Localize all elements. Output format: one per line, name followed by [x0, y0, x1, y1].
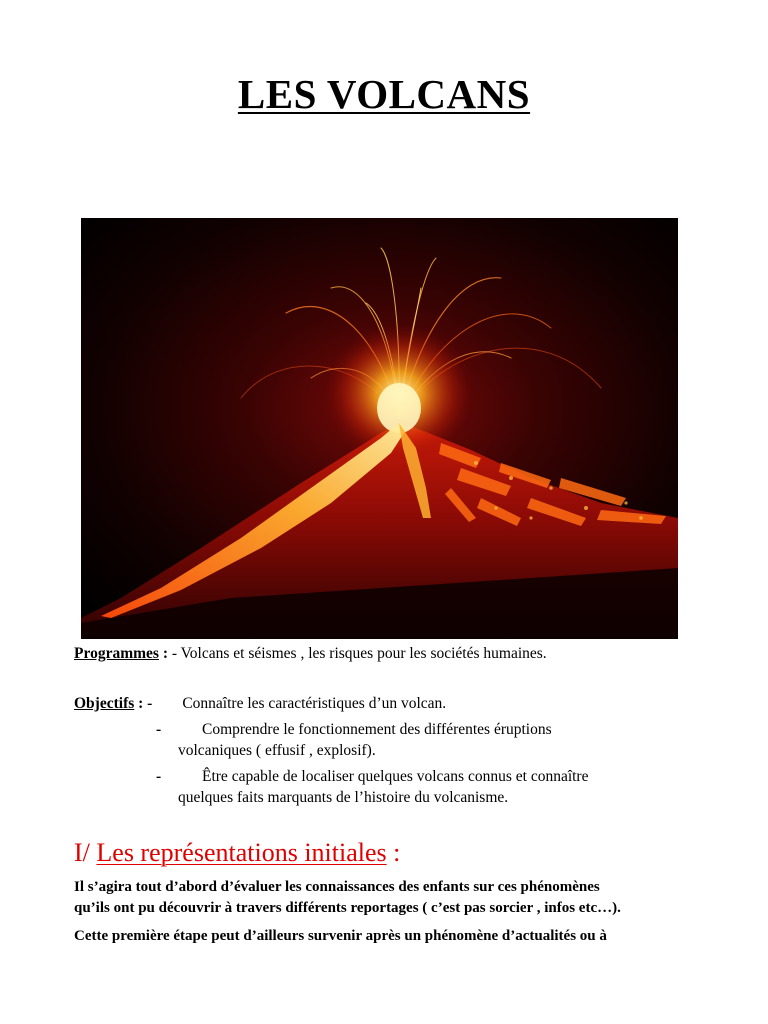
section-prefix: I/: [74, 838, 97, 867]
section-suffix: :: [386, 838, 401, 867]
programmes-line: [74, 645, 547, 663]
programmes-label: Programmes: [74, 645, 159, 662]
objectif-item-2: [156, 721, 552, 739]
paragraph-line-2: qu’ils ont pu découvrir à travers différents reportages ( c’est pas sorcier , infos etc…).: [74, 900, 621, 916]
objectif-text-2b: volcaniques ( effusif , explosif).: [178, 742, 376, 759]
objectif-item-3-cont: [178, 789, 508, 807]
objectif-text-2a: Comprendre le fonctionnement des différentes éruptions: [202, 721, 552, 738]
section-title-text: Les représentations initiales: [96, 838, 387, 867]
paragraph-line-3: Cette première étape peut d’ailleurs survenir après un phénomène d’actualités ou à: [74, 928, 607, 944]
objectif-text-3a: Être capable de localiser quelques volcans connus et connaître: [202, 768, 589, 785]
objectifs-label: Objectifs: [74, 695, 135, 712]
programmes-colon: :: [158, 645, 172, 662]
objectif-item-1: [74, 695, 446, 713]
section-heading-representations: [74, 838, 400, 868]
objectif-item-3: [156, 768, 588, 786]
programmes-text: - Volcans et séismes , les risques pour les sociétés humaines.: [171, 645, 547, 662]
objectif-text-1: Connaître les caractéristiques d’un volcan.: [182, 695, 447, 712]
volcano-eruption-photo: [81, 218, 678, 639]
objectif-text-3b: quelques faits marquants de l’histoire du volcanisme.: [178, 789, 509, 806]
objectif-dash-3: -: [156, 768, 162, 785]
objectif-item-2-cont: [178, 742, 376, 760]
objectifs-colon: : -: [134, 695, 153, 712]
objectif-dash-2: -: [156, 721, 162, 738]
paragraph-line-1: Il s’agira tout d’abord d’évaluer les connaissances des enfants sur ces phénomènes: [74, 879, 600, 895]
page-title: LES VOLCANS: [237, 71, 531, 117]
